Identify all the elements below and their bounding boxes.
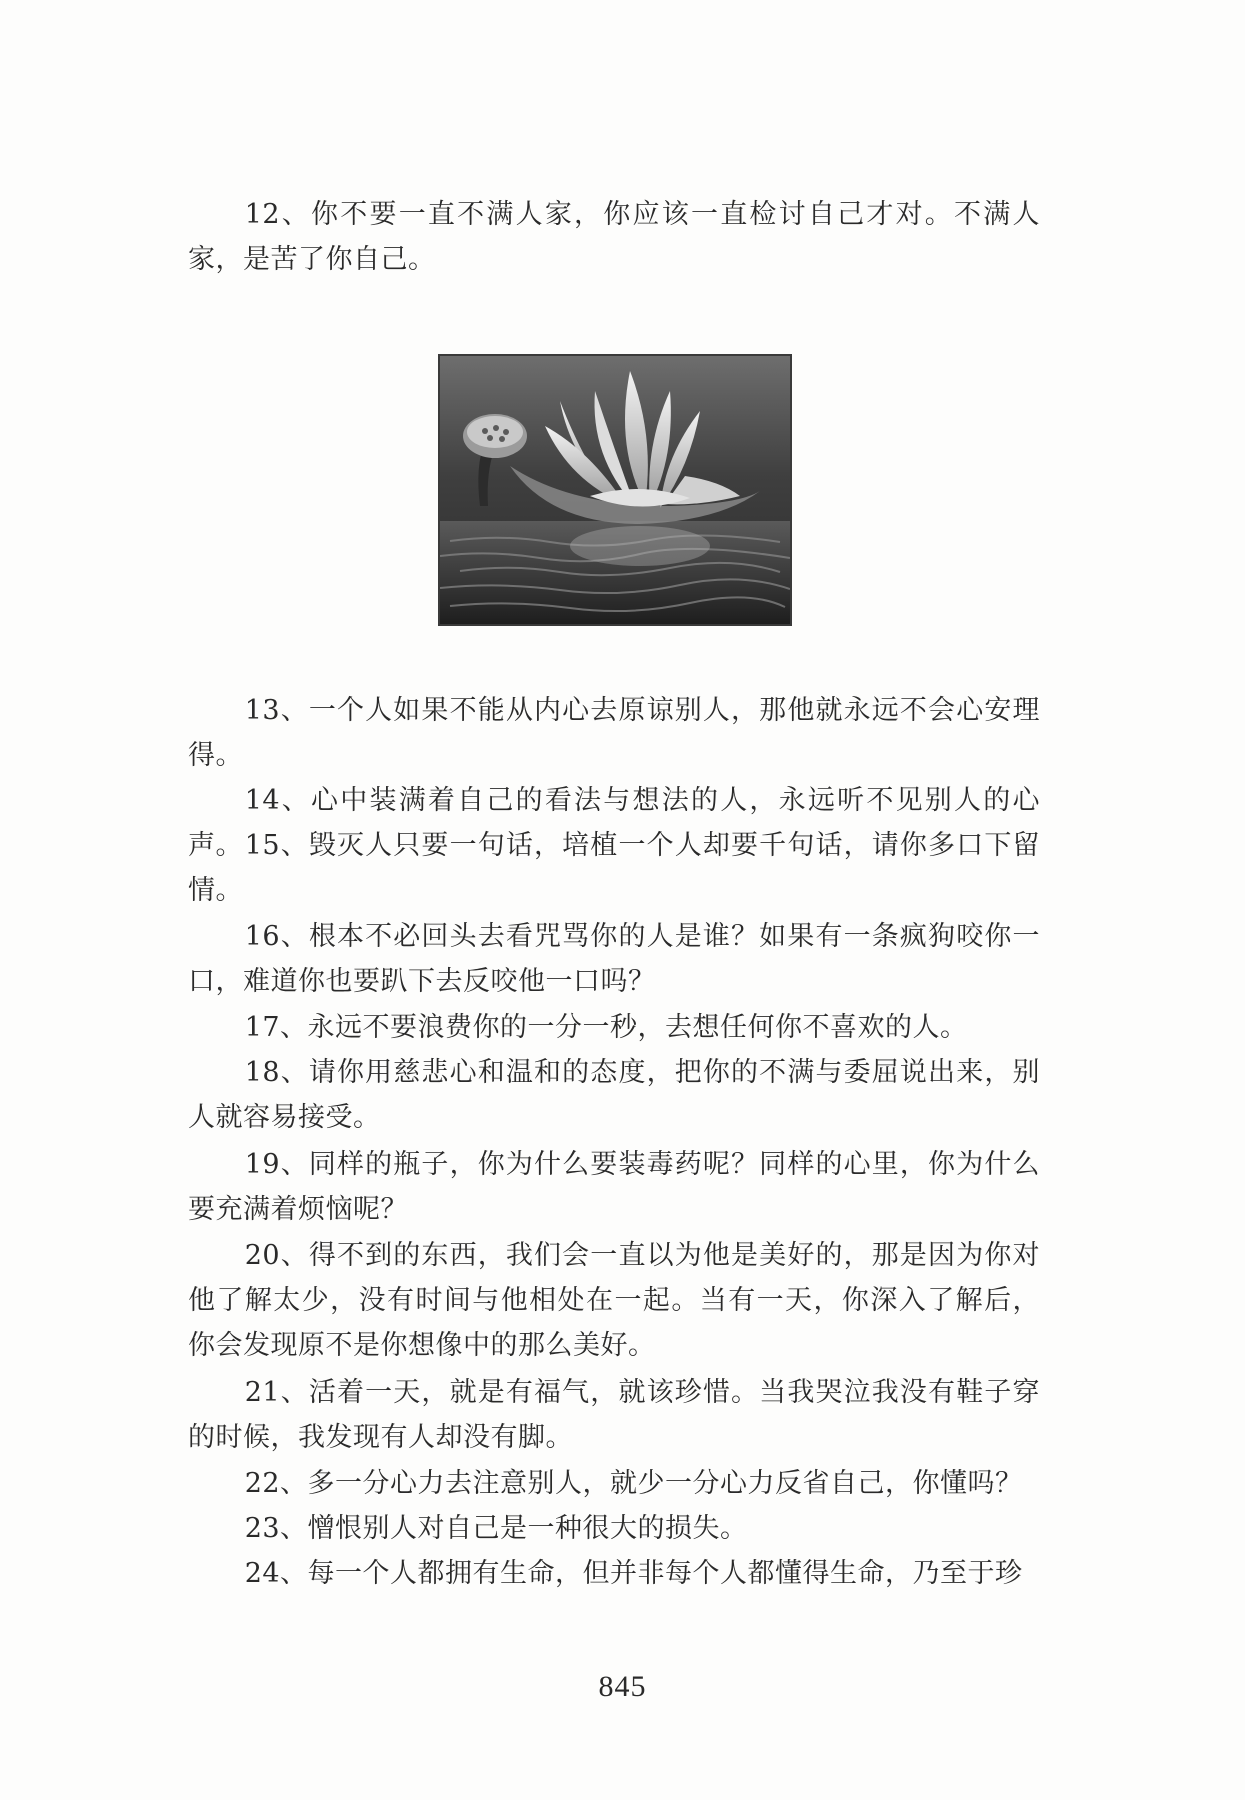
paragraph-15: 15、毁灭人只要一句话，培植一个人却要千句话，请你多口下留情。 [188,830,1040,906]
paragraph-22: 22、多一分心力去注意别人，就少一分心力反省自己，你懂吗？ [244,1468,1023,1499]
lotus-illustration [440,356,790,624]
page-number: 845 [598,1670,647,1703]
paragraph-13: 13、一个人如果不能从内心去原谅别人，那他就永远不会心安理得。 [188,695,1040,771]
paragraph-21: 21、活着一天，就是有福气，就该珍惜。当我哭泣我没有鞋子穿的时候，我发现有人却没有脚。 [188,1377,1040,1453]
paragraph-14: 14、心中装满着自己的看法与想法的人，永远听不见别人的心声。 [188,785,1040,861]
paragraph-19: 19、同样的瓶子，你为什么要装毒药呢？同样的心里，你为什么要充满着烦恼呢？ [188,1149,1040,1225]
paragraph-23: 23、憎恨别人对自己是一种很大的损失。 [244,1513,748,1544]
paragraph-12: 12、你不要一直不满人家，你应该一直检讨自己才对。不满人家，是苦了你自己。 [188,199,1040,275]
paragraph-16: 16、根本不必回头去看咒骂你的人是谁？如果有一条疯狗咬你一口，难道你也要趴下去反咬他一口吗？ [188,921,1040,997]
paragraph-20: 20、得不到的东西，我们会一直以为他是美好的，那是因为你对他了解太少，没有时间与他相处在一起。当有一天，你深入了解后，你会发现原不是你想像中的那么美好。 [188,1240,1040,1361]
paragraph-24: 24、每一个人都拥有生命，但并非每个人都懂得生命，乃至于珍 [244,1558,1023,1589]
lotus-photo [438,354,792,626]
paragraph-18: 18、请你用慈悲心和温和的态度，把你的不满与委屈说出来，别人就容易接受。 [188,1057,1040,1133]
paragraph-17: 17、永远不要浪费你的一分一秒，去想任何你不喜欢的人。 [244,1012,968,1043]
